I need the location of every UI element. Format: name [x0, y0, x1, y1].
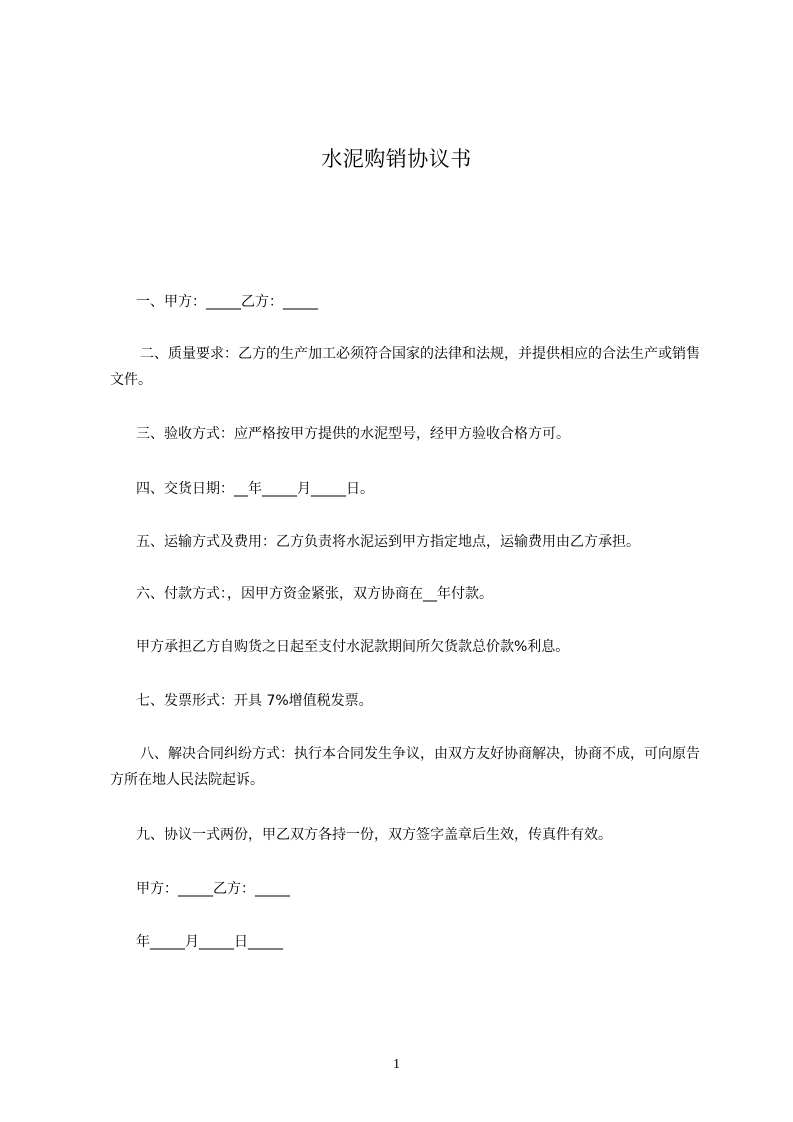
clause-parties: 一、甲方：_____乙方：_____ [136, 294, 318, 310]
clause-acceptance-method: 三、验收方式：应严格按甲方提供的水泥型号，经甲方验收合格方可。 [136, 426, 570, 442]
clause-transport: 五、运输方式及费用：乙方负责将水泥运到甲方指定地点，运输费用由乙方承担。 [136, 534, 640, 550]
clause-interest: 甲方承担乙方自购货之日起至支付水泥款期间所欠货款总价款%利息。 [136, 639, 570, 655]
clause-delivery-date: 四、交货日期：__年_____月_____日。 [136, 481, 374, 497]
clause-quality-requirements: 二、质量要求：乙方的生产加工必须符合国家的法律和法规，并提供相应的合法生产或销售文件。 [110, 346, 700, 388]
clause-dispute-resolution: 八、解决合同纠纷方式：执行本合同发生争议，由双方友好协商解决，协商不成，可向原告方所在地人民法院起诉。 [110, 746, 700, 788]
signature-parties: 甲方：_____乙方：_____ [136, 881, 290, 897]
clause-copies: 九、协议一式两份，甲乙双方各持一份，双方签字盖章后生效，传真件有效。 [136, 827, 612, 843]
clause-payment: 六、付款方式：，因甲方资金紧张，双方协商在__年付款。 [136, 586, 493, 602]
page-number: 1 [393, 1057, 400, 1072]
signature-date: 年_____月_____日_____ [136, 934, 283, 950]
clause-invoice: 七、发票形式：开具 7%增值税发票。 [136, 693, 373, 709]
document-title: 水泥购销协议书 [321, 147, 472, 171]
